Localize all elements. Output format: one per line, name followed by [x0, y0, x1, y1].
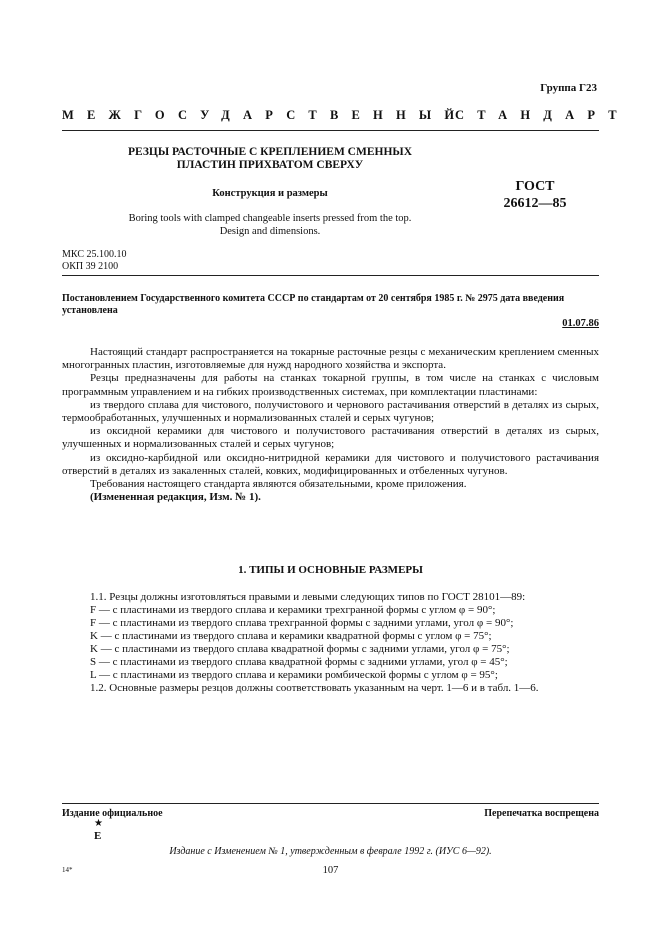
document-subtitle: Конструкция и размеры — [212, 188, 328, 199]
intro-paragraph: Требования настоящего стандарта являются обязательными, кроме приложения. — [90, 478, 467, 491]
group-code: Группа Г23 — [540, 82, 597, 94]
introduction-date: 01.07.86 — [562, 318, 599, 329]
reprint-prohibited-label: Перепечатка воспрещена — [484, 808, 599, 819]
types-list — [90, 591, 600, 695]
list-item: S — с пластинами из твердого сплава квадратной формы с задними углами, угол φ = 45°; — [90, 656, 508, 668]
intro-text — [62, 346, 599, 504]
e-stamp: Е — [94, 830, 102, 842]
intro-paragraph: из твердого сплава для чистового, получистового и чернового растачивания отверстий в деталях из сырых, термообработанных, улучшенных и нормализованных сталей и серых чугунов; — [62, 398, 599, 425]
star-icon: ★ — [94, 818, 103, 829]
english-title — [75, 212, 465, 238]
decree-text: Постановлением Государственного комитета СССР по стандартам от 20 сентября 1985 г. № 2975 дата введения установлена — [62, 293, 565, 316]
intro-paragraph: Резцы предназначены для работы на станках токарной группы, в том числе на станках с числовым программным управлением и на гибких производственных системах, при комплектации пластинами: — [62, 372, 599, 398]
gost-label: ГОСТ — [515, 179, 555, 194]
list-item: F — с пластинами из твердого сплава трехгранной формы с задними углами, угол φ = 90°; — [90, 617, 514, 629]
classification-codes — [62, 249, 126, 273]
list-item: 1.1. Резцы должны изготовляться правыми и левыми следующих типов по ГОСТ 28101—89: — [90, 591, 526, 603]
english-title-line-1: Boring tools with clamped changeable inserts pressed from the top. — [128, 213, 412, 224]
amendment-note: (Измененная редакция, Изм. № 1). — [90, 491, 261, 504]
section-heading: 1. ТИПЫ И ОСНОВНЫЕ РАЗМЕРЫ — [238, 564, 423, 576]
banner-left: МЕЖГОСУДАРСТВЕННЫЙ — [62, 108, 468, 122]
list-item: K — с пластинами из твердого сплава квадратной формы с задними углами, угол φ = 75°; — [90, 643, 510, 655]
gost-number: 26612—85 — [503, 196, 567, 211]
page-number: 107 — [322, 865, 339, 876]
list-item: 1.2. Основные размеры резцов должны соответствовать указанным на черт. 1—6 и в табл. 1—6. — [90, 682, 539, 694]
footer-divider — [62, 803, 599, 804]
banner-right: СТАНДАРТ — [455, 108, 630, 122]
document-title — [75, 146, 465, 171]
edition-note: Издание с Изменением № 1, утвержденным в феврале 1992 г. (ИУС 6—92). — [169, 846, 492, 857]
intro-paragraph: из оксидно-карбидной или оксидно-нитридной керамики для чистового и получистового растачивания отверстий в деталях из закаленных сталей, ковких, модифицированных и отбеленных чугунов. — [62, 451, 599, 477]
sheet-mark: 14* — [62, 866, 73, 874]
list-item: K — с пластинами из твердого сплава и керамики квадратной формы с углом φ = 75°; — [90, 630, 492, 642]
intro-paragraph: Настоящий стандарт распространяется на токарные расточные резцы с механическим креплением сменных многогранных пластин, изготовляемые для нужд народного хозяйства и экспорта. — [62, 346, 599, 372]
title-line-2: ПЛАСТИН ПРИХВАТОМ СВЕРХУ — [176, 158, 364, 171]
list-item: L — с пластинами из твердого сплава и керамики ромбической формы с углом φ = 95°; — [90, 669, 498, 681]
mks-code: МКС 25.100.10 — [62, 249, 127, 260]
top-divider — [62, 130, 599, 131]
gost-designation — [470, 178, 600, 212]
official-edition-label: Издание официальное — [62, 808, 163, 819]
title-line-1: РЕЗЦЫ РАСТОЧНЫЕ С КРЕПЛЕНИЕМ СМЕННЫХ — [127, 146, 412, 158]
english-title-line-2: Design and dimensions. — [219, 226, 321, 237]
codes-divider — [62, 275, 599, 276]
intro-paragraph: из оксидной керамики для чистового и получистового растачивания отверстий в деталях из сырых, улучшенных и нормализованных сталей и серых чугунов; — [62, 425, 599, 451]
okp-code: ОКП 39 2100 — [62, 261, 119, 272]
list-item: F — с пластинами из твердого сплава и керамики трехгранной формы с углом φ = 90°; — [90, 604, 496, 616]
